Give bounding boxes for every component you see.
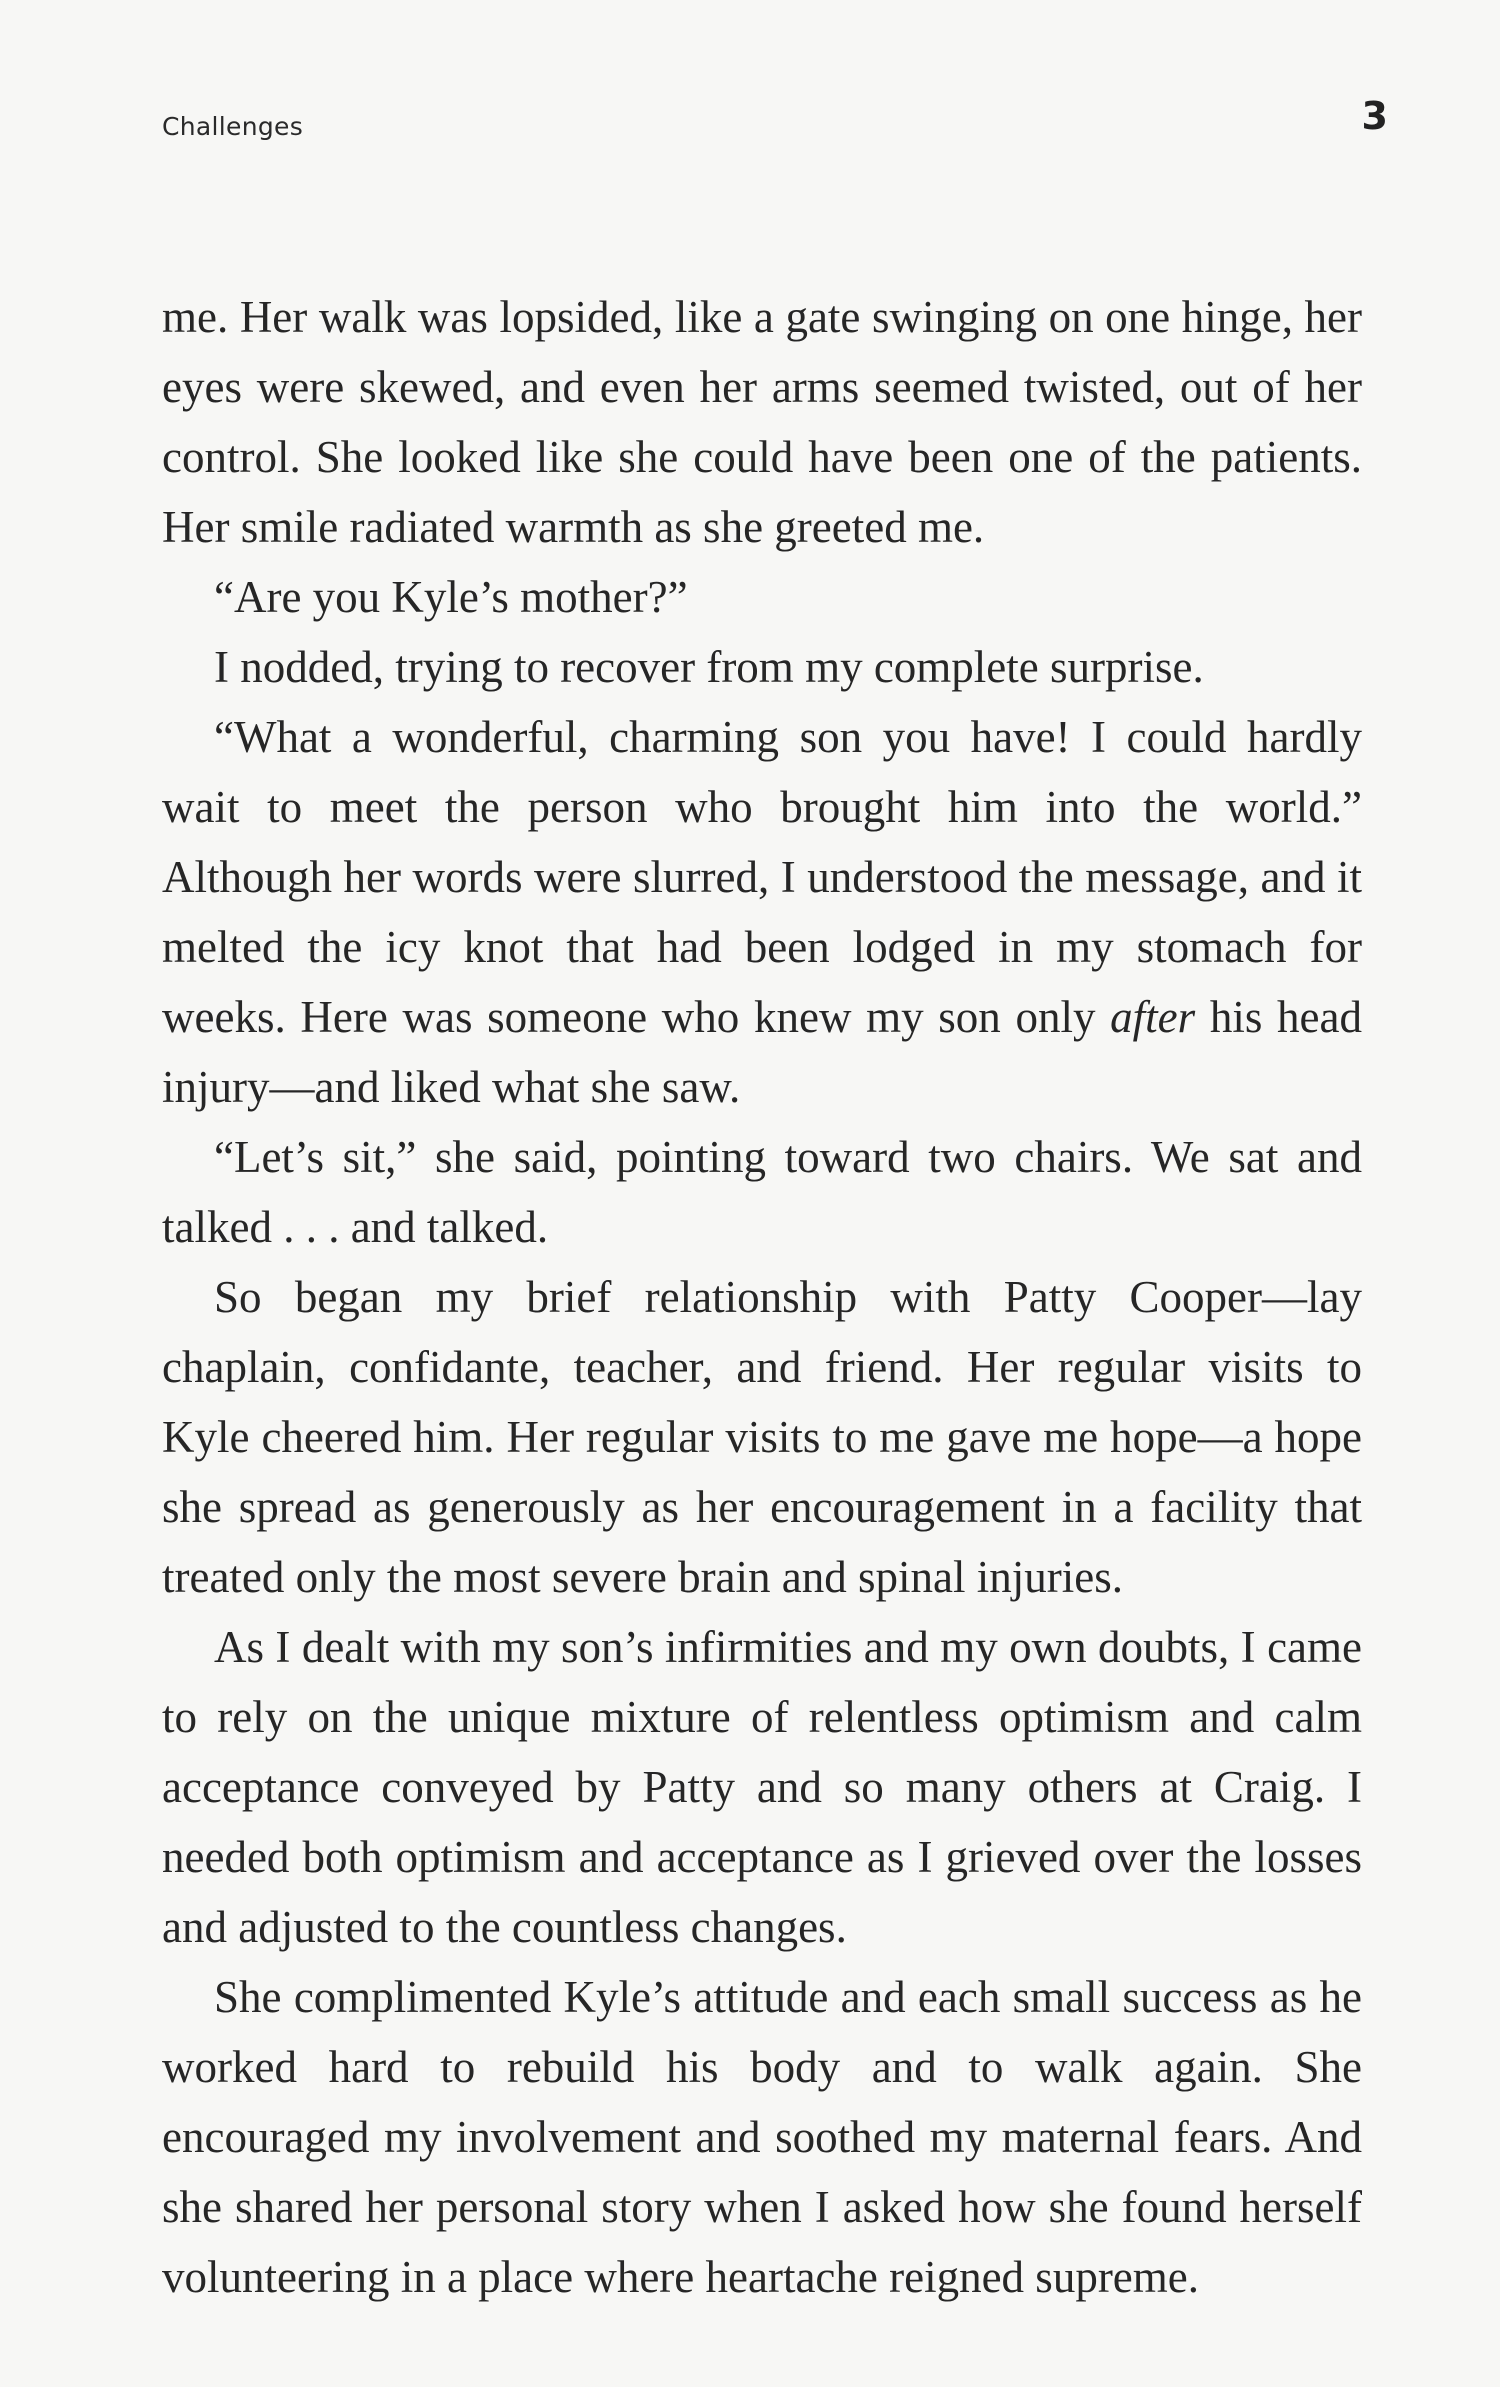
paragraph-with-emphasis: “What a wonderful, charming son you have! I could hardly wait to meet the person who brought him into the world.” Although her words were slurred, I understood the message, and it melted the icy knot that had been lodged in my stomach for weeks. Here was someone who knew my son only after his head injury—and liked what she saw. bbox=[162, 712, 1362, 1112]
body-text bbox=[162, 282, 1362, 2312]
emphasized-word: after bbox=[1110, 992, 1196, 1042]
paragraph: As I dealt with my son’s infirmities and my own doubts, I came to rely on the unique mixture of relentless optimism and calm acceptance conveyed by Patty and so many others at Craig. I needed both optimism and acceptance as I grieved over the losses and adjusted to the countless changes. bbox=[162, 1622, 1362, 1952]
paragraph: I nodded, trying to recover from my complete surprise. bbox=[214, 642, 1204, 692]
running-head: Challenges bbox=[162, 112, 304, 141]
page-number: 3 bbox=[1361, 94, 1388, 138]
paragraph: So began my brief relationship with Patty Cooper—lay chaplain, confidante, teacher, and friend. Her regular visits to Kyle cheered him. Her regular visits to me gave me hope—a hope she spread as generously as her encouragement in a facility that treated only the most severe brain and spinal injuries. bbox=[162, 1272, 1362, 1602]
paragraph: She complimented Kyle’s attitude and each small success as he worked hard to rebuild his body and to walk again. She encouraged my involvement and soothed my maternal fears. And she shared her personal story when I asked how she found herself volunteering in a place where heartache reigned supreme. bbox=[162, 1972, 1362, 2302]
paragraph: “Are you Kyle’s mother?” bbox=[214, 572, 688, 622]
paragraph: “Let’s sit,” she said, pointing toward two chairs. We sat and talked . . . and talked. bbox=[162, 1132, 1362, 1252]
paragraph: me. Her walk was lopsided, like a gate swinging on one hinge, her eyes were skewed, and even her arms seemed twisted, out of her control. She looked like she could have been one of the patients. Her smile radiated warmth as she greeted me. bbox=[162, 292, 1362, 552]
